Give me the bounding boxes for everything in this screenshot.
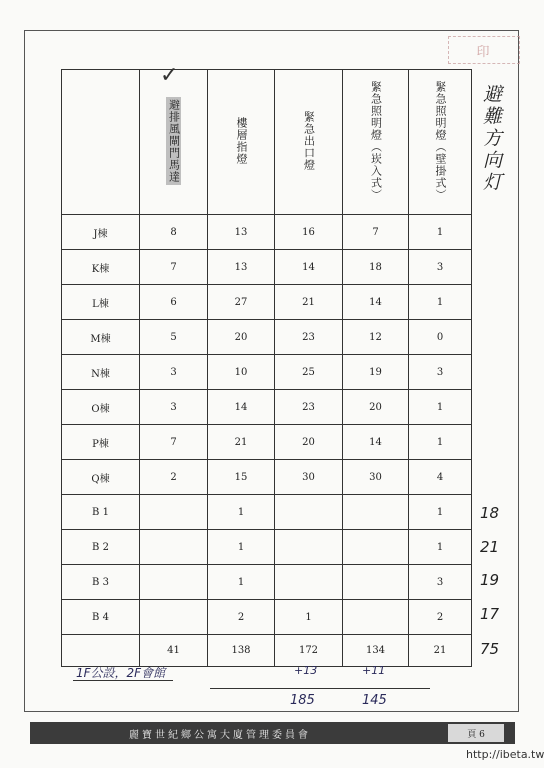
side-value-b3: 19 — [480, 571, 500, 589]
total-floor-sign: 138 — [208, 635, 275, 667]
total-exit-light: 172 — [275, 635, 343, 667]
row-label-cell: K棟 — [62, 250, 140, 285]
approval-stamp: 印 — [448, 36, 520, 64]
row-value-cell: 8 — [140, 215, 208, 250]
total-label — [62, 635, 140, 667]
row-value-cell: 23 — [275, 390, 343, 425]
row-value-cell: 1 — [409, 530, 472, 565]
header-emergency-recessed-label: 緊急照明燈（崁入式） — [369, 80, 383, 201]
table-body — [62, 215, 472, 635]
row-label-cell: J棟 — [62, 215, 140, 250]
sum-underline — [210, 688, 430, 689]
row-value-cell — [343, 600, 409, 635]
row-label-cell: B 4 — [62, 600, 140, 635]
table-row — [62, 530, 472, 565]
row-value-cell: 3 — [409, 355, 472, 390]
row-value-cell: 2 — [140, 460, 208, 495]
row-value-cell — [275, 530, 343, 565]
row-value-cell: 16 — [275, 215, 343, 250]
row-value-cell: 19 — [343, 355, 409, 390]
row-value-cell: 21 — [208, 425, 275, 460]
row-label-cell: Q棟 — [62, 460, 140, 495]
row-value-cell — [275, 565, 343, 600]
row-value-cell: 20 — [343, 390, 409, 425]
handwritten-bottom-note: 1F公設，2F會館 — [76, 666, 166, 680]
row-label-cell: B 3 — [62, 565, 140, 600]
table-row — [62, 355, 472, 390]
row-value-cell — [343, 530, 409, 565]
equipment-count-table — [61, 69, 472, 667]
row-value-cell: 7 — [140, 425, 208, 460]
row-value-cell — [140, 530, 208, 565]
row-value-cell: 13 — [208, 250, 275, 285]
header-cell-emergency-wall — [409, 70, 472, 215]
row-value-cell: 15 — [208, 460, 275, 495]
row-value-cell: 1 — [208, 495, 275, 530]
row-value-cell: 1 — [409, 285, 472, 320]
row-label-cell: P棟 — [62, 425, 140, 460]
table-total-row — [62, 635, 472, 667]
footer-page-number: 頁 6 — [448, 724, 504, 742]
bottom-note-underline — [73, 680, 173, 681]
side-value-total: 75 — [480, 640, 500, 658]
side-value-b4: 17 — [480, 605, 500, 623]
row-value-cell: 0 — [409, 320, 472, 355]
row-value-cell: 21 — [275, 285, 343, 320]
row-value-cell: 23 — [275, 320, 343, 355]
table-row — [62, 285, 472, 320]
side-value-b1: 18 — [480, 504, 500, 522]
check-mark: ✓ — [160, 63, 179, 88]
row-value-cell: 1 — [409, 215, 472, 250]
header-damper-motor-label: 避排風閘門馬達 — [167, 98, 181, 183]
row-value-cell: 12 — [343, 320, 409, 355]
header-cell-blank — [62, 70, 140, 215]
row-label-cell: M棟 — [62, 320, 140, 355]
row-value-cell: 1 — [409, 390, 472, 425]
row-value-cell: 3 — [409, 250, 472, 285]
table-row — [62, 250, 472, 285]
row-value-cell: 14 — [275, 250, 343, 285]
handwritten-sum-recessed: 145 — [362, 693, 387, 708]
row-value-cell: 1 — [275, 600, 343, 635]
row-value-cell: 14 — [208, 390, 275, 425]
table-row — [62, 495, 472, 530]
row-label-cell: B 2 — [62, 530, 140, 565]
row-value-cell — [275, 495, 343, 530]
table-row — [62, 215, 472, 250]
row-label-cell: O棟 — [62, 390, 140, 425]
row-value-cell: 1 — [409, 425, 472, 460]
row-label-cell: B 1 — [62, 495, 140, 530]
row-value-cell: 7 — [343, 215, 409, 250]
header-emergency-wall-label: 緊急照明燈（壁掛式） — [434, 80, 448, 201]
row-value-cell: 14 — [343, 285, 409, 320]
table-header-row — [62, 70, 472, 215]
row-value-cell: 20 — [275, 425, 343, 460]
footer-bar — [30, 722, 515, 744]
row-value-cell: 30 — [343, 460, 409, 495]
table-row — [62, 425, 472, 460]
row-value-cell — [140, 565, 208, 600]
row-value-cell — [140, 495, 208, 530]
row-value-cell: 4 — [409, 460, 472, 495]
row-value-cell: 3 — [140, 355, 208, 390]
row-value-cell: 10 — [208, 355, 275, 390]
header-cell-floor-sign — [208, 70, 275, 215]
header-cell-exit-light — [275, 70, 343, 215]
row-value-cell: 30 — [275, 460, 343, 495]
total-emergency-recessed: 134 — [343, 635, 409, 667]
handwritten-plus-exit: +13 — [294, 664, 318, 677]
row-value-cell: 3 — [140, 390, 208, 425]
row-value-cell — [343, 495, 409, 530]
row-value-cell: 3 — [409, 565, 472, 600]
side-note-evacuation-lights: 避難方向灯 — [480, 84, 502, 194]
table-row — [62, 320, 472, 355]
handwritten-plus-recessed: +11 — [362, 664, 386, 677]
row-value-cell — [140, 600, 208, 635]
header-exit-light-label: 緊急出口燈 — [302, 110, 316, 171]
table-row — [62, 600, 472, 635]
header-floor-sign-label: 樓層指燈 — [235, 116, 249, 165]
row-label-cell: N棟 — [62, 355, 140, 390]
row-value-cell: 14 — [343, 425, 409, 460]
watermark: http://ibeta.tw — [466, 748, 544, 761]
total-emergency-wall: 21 — [409, 635, 472, 667]
row-label-cell: L棟 — [62, 285, 140, 320]
row-value-cell: 20 — [208, 320, 275, 355]
row-value-cell: 7 — [140, 250, 208, 285]
row-value-cell: 6 — [140, 285, 208, 320]
footer-organization: 麗寶世紀鄉公寓大廈管理委員會 — [129, 729, 311, 741]
row-value-cell: 13 — [208, 215, 275, 250]
table-row — [62, 460, 472, 495]
header-cell-damper-motor — [140, 70, 208, 215]
row-value-cell: 1 — [208, 530, 275, 565]
table-row — [62, 565, 472, 600]
total-damper-motor: 41 — [140, 635, 208, 667]
row-value-cell: 2 — [409, 600, 472, 635]
row-value-cell: 5 — [140, 320, 208, 355]
row-value-cell: 2 — [208, 600, 275, 635]
row-value-cell: 27 — [208, 285, 275, 320]
header-cell-emergency-recessed — [343, 70, 409, 215]
row-value-cell: 25 — [275, 355, 343, 390]
row-value-cell — [343, 565, 409, 600]
row-value-cell: 1 — [208, 565, 275, 600]
side-value-b2: 21 — [480, 538, 500, 556]
row-value-cell: 1 — [409, 495, 472, 530]
row-value-cell: 18 — [343, 250, 409, 285]
table-row — [62, 390, 472, 425]
handwritten-sum-exit: 185 — [290, 693, 315, 708]
